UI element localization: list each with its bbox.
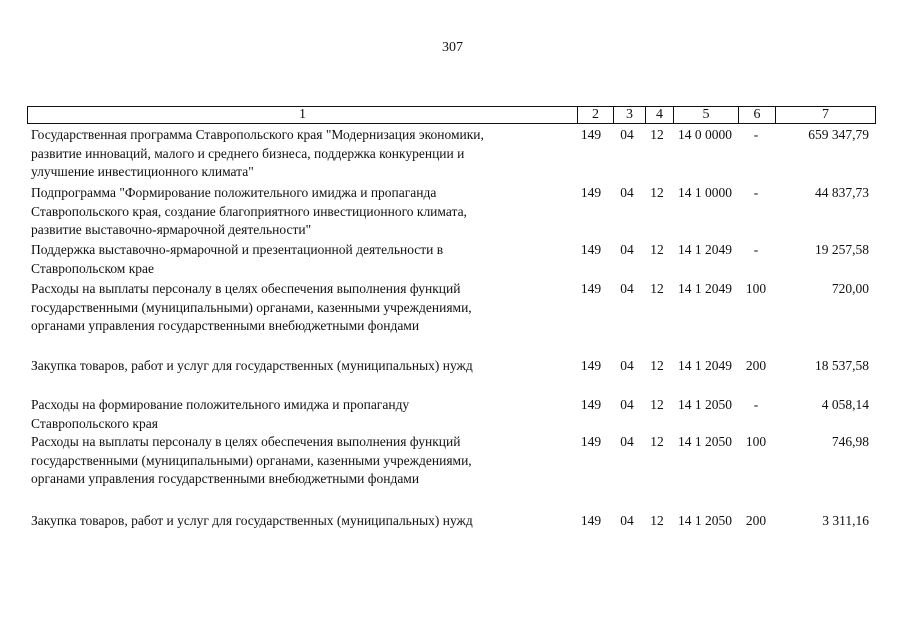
cell-target-article: 14 0 0000 xyxy=(678,127,732,142)
row-description xyxy=(31,512,571,531)
description-line: Расходы на выплаты персоналу в целях обеспечения выполнения функций xyxy=(31,434,461,449)
cell-target-article: 14 1 0000 xyxy=(678,185,732,200)
cell-amount: 720,00 xyxy=(831,281,869,296)
description-line: развитие инноваций, малого и среднего бизнеса, поддержка конкуренции и xyxy=(31,145,465,161)
cell-section-code: 04 xyxy=(620,242,634,257)
cell-target-article: 14 1 2050 xyxy=(678,434,732,449)
cell-ministry-code: 149 xyxy=(580,513,602,528)
description-line: органами управления государственными внебюджетными фондами xyxy=(31,318,420,333)
cell-expense-type: 100 xyxy=(745,434,767,449)
cell-amount: 19 257,58 xyxy=(815,242,869,257)
cell-target-article: 14 1 2050 xyxy=(678,397,732,412)
cell-expense-type: - xyxy=(753,127,759,142)
description-line: Закупка товаров, работ и услуг для государственных (муниципальных) нужд xyxy=(31,358,473,373)
cell-subsection-code: 12 xyxy=(650,185,664,200)
cell-section-code: 04 xyxy=(620,185,634,200)
page-number: 307 xyxy=(442,40,463,55)
row-description xyxy=(31,184,571,240)
column-header-4: 4 xyxy=(645,107,673,123)
cell-target-article: 14 1 2050 xyxy=(678,513,732,528)
row-description xyxy=(31,396,571,433)
cell-amount: 18 537,58 xyxy=(815,358,869,373)
cell-expense-type: - xyxy=(753,185,759,200)
cell-subsection-code: 12 xyxy=(650,127,664,142)
cell-target-article: 14 1 2049 xyxy=(678,358,732,373)
cell-ministry-code: 149 xyxy=(580,434,602,449)
description-line: Государственная программа Ставропольского края "Модернизация экономики, xyxy=(31,127,484,142)
cell-subsection-code: 12 xyxy=(650,358,664,373)
description-line: Подпрограмма "Формирование положительного имиджа и пропаганда xyxy=(31,185,437,200)
row-description xyxy=(31,126,571,182)
description-line: Поддержка выставочно-ярмарочной и презентационной деятельности в xyxy=(31,242,444,257)
cell-amount: 746,98 xyxy=(831,434,869,449)
cell-ministry-code: 149 xyxy=(580,242,602,257)
cell-amount: 4 058,14 xyxy=(821,397,869,412)
cell-ministry-code: 149 xyxy=(580,127,602,142)
column-header-7: 7 xyxy=(775,107,875,123)
column-header-1: 1 xyxy=(299,107,306,122)
cell-ministry-code: 149 xyxy=(580,281,602,296)
description-line: государственными (муниципальными) органами, казенными учреждениями, xyxy=(31,299,472,315)
cell-expense-type: - xyxy=(753,242,759,257)
column-header-2: 2 xyxy=(577,107,613,123)
description-line: государственными (муниципальными) органами, казенными учреждениями, xyxy=(31,452,472,468)
cell-section-code: 04 xyxy=(620,358,634,373)
cell-section-code: 04 xyxy=(620,397,634,412)
cell-expense-type: 100 xyxy=(745,281,767,296)
column-header-3: 3 xyxy=(613,107,645,123)
description-line: улучшение инвестиционного климата" xyxy=(31,164,254,179)
cell-subsection-code: 12 xyxy=(650,513,664,528)
table-header xyxy=(27,106,876,124)
row-description xyxy=(31,241,571,278)
description-line: Закупка товаров, работ и услуг для государственных (муниципальных) нужд xyxy=(31,513,473,528)
row-description xyxy=(31,433,571,489)
cell-ministry-code: 149 xyxy=(580,185,602,200)
cell-target-article: 14 1 2049 xyxy=(678,281,732,296)
cell-target-article: 14 1 2049 xyxy=(678,242,732,257)
cell-section-code: 04 xyxy=(620,434,634,449)
description-line: Ставропольского края xyxy=(31,415,158,431)
cell-expense-type: - xyxy=(753,397,759,412)
description-line: развитие выставочно-ярмарочной деятельности" xyxy=(31,222,312,237)
column-header-5: 5 xyxy=(673,107,738,123)
description-line: Ставропольском крае xyxy=(31,260,155,276)
description-line: Расходы на выплаты персоналу в целях обеспечения выполнения функций xyxy=(31,281,461,296)
cell-expense-type: 200 xyxy=(745,358,767,373)
cell-expense-type: 200 xyxy=(745,513,767,528)
cell-ministry-code: 149 xyxy=(580,397,602,412)
description-line: органами управления государственными внебюджетными фондами xyxy=(31,471,420,486)
cell-amount: 3 311,16 xyxy=(822,513,869,528)
cell-section-code: 04 xyxy=(620,513,634,528)
row-description xyxy=(31,357,571,376)
cell-amount: 659 347,79 xyxy=(808,127,869,142)
description-line: Расходы на формирование положительного имиджа и пропаганду xyxy=(31,397,410,412)
column-header-6: 6 xyxy=(738,107,775,123)
description-line: Ставропольского края, создание благоприятного инвестиционного климата, xyxy=(31,203,467,219)
cell-subsection-code: 12 xyxy=(650,434,664,449)
cell-subsection-code: 12 xyxy=(650,281,664,296)
cell-subsection-code: 12 xyxy=(650,242,664,257)
cell-section-code: 04 xyxy=(620,127,634,142)
row-description xyxy=(31,280,571,336)
cell-subsection-code: 12 xyxy=(650,397,664,412)
cell-section-code: 04 xyxy=(620,281,634,296)
cell-ministry-code: 149 xyxy=(580,358,602,373)
cell-amount: 44 837,73 xyxy=(815,185,869,200)
